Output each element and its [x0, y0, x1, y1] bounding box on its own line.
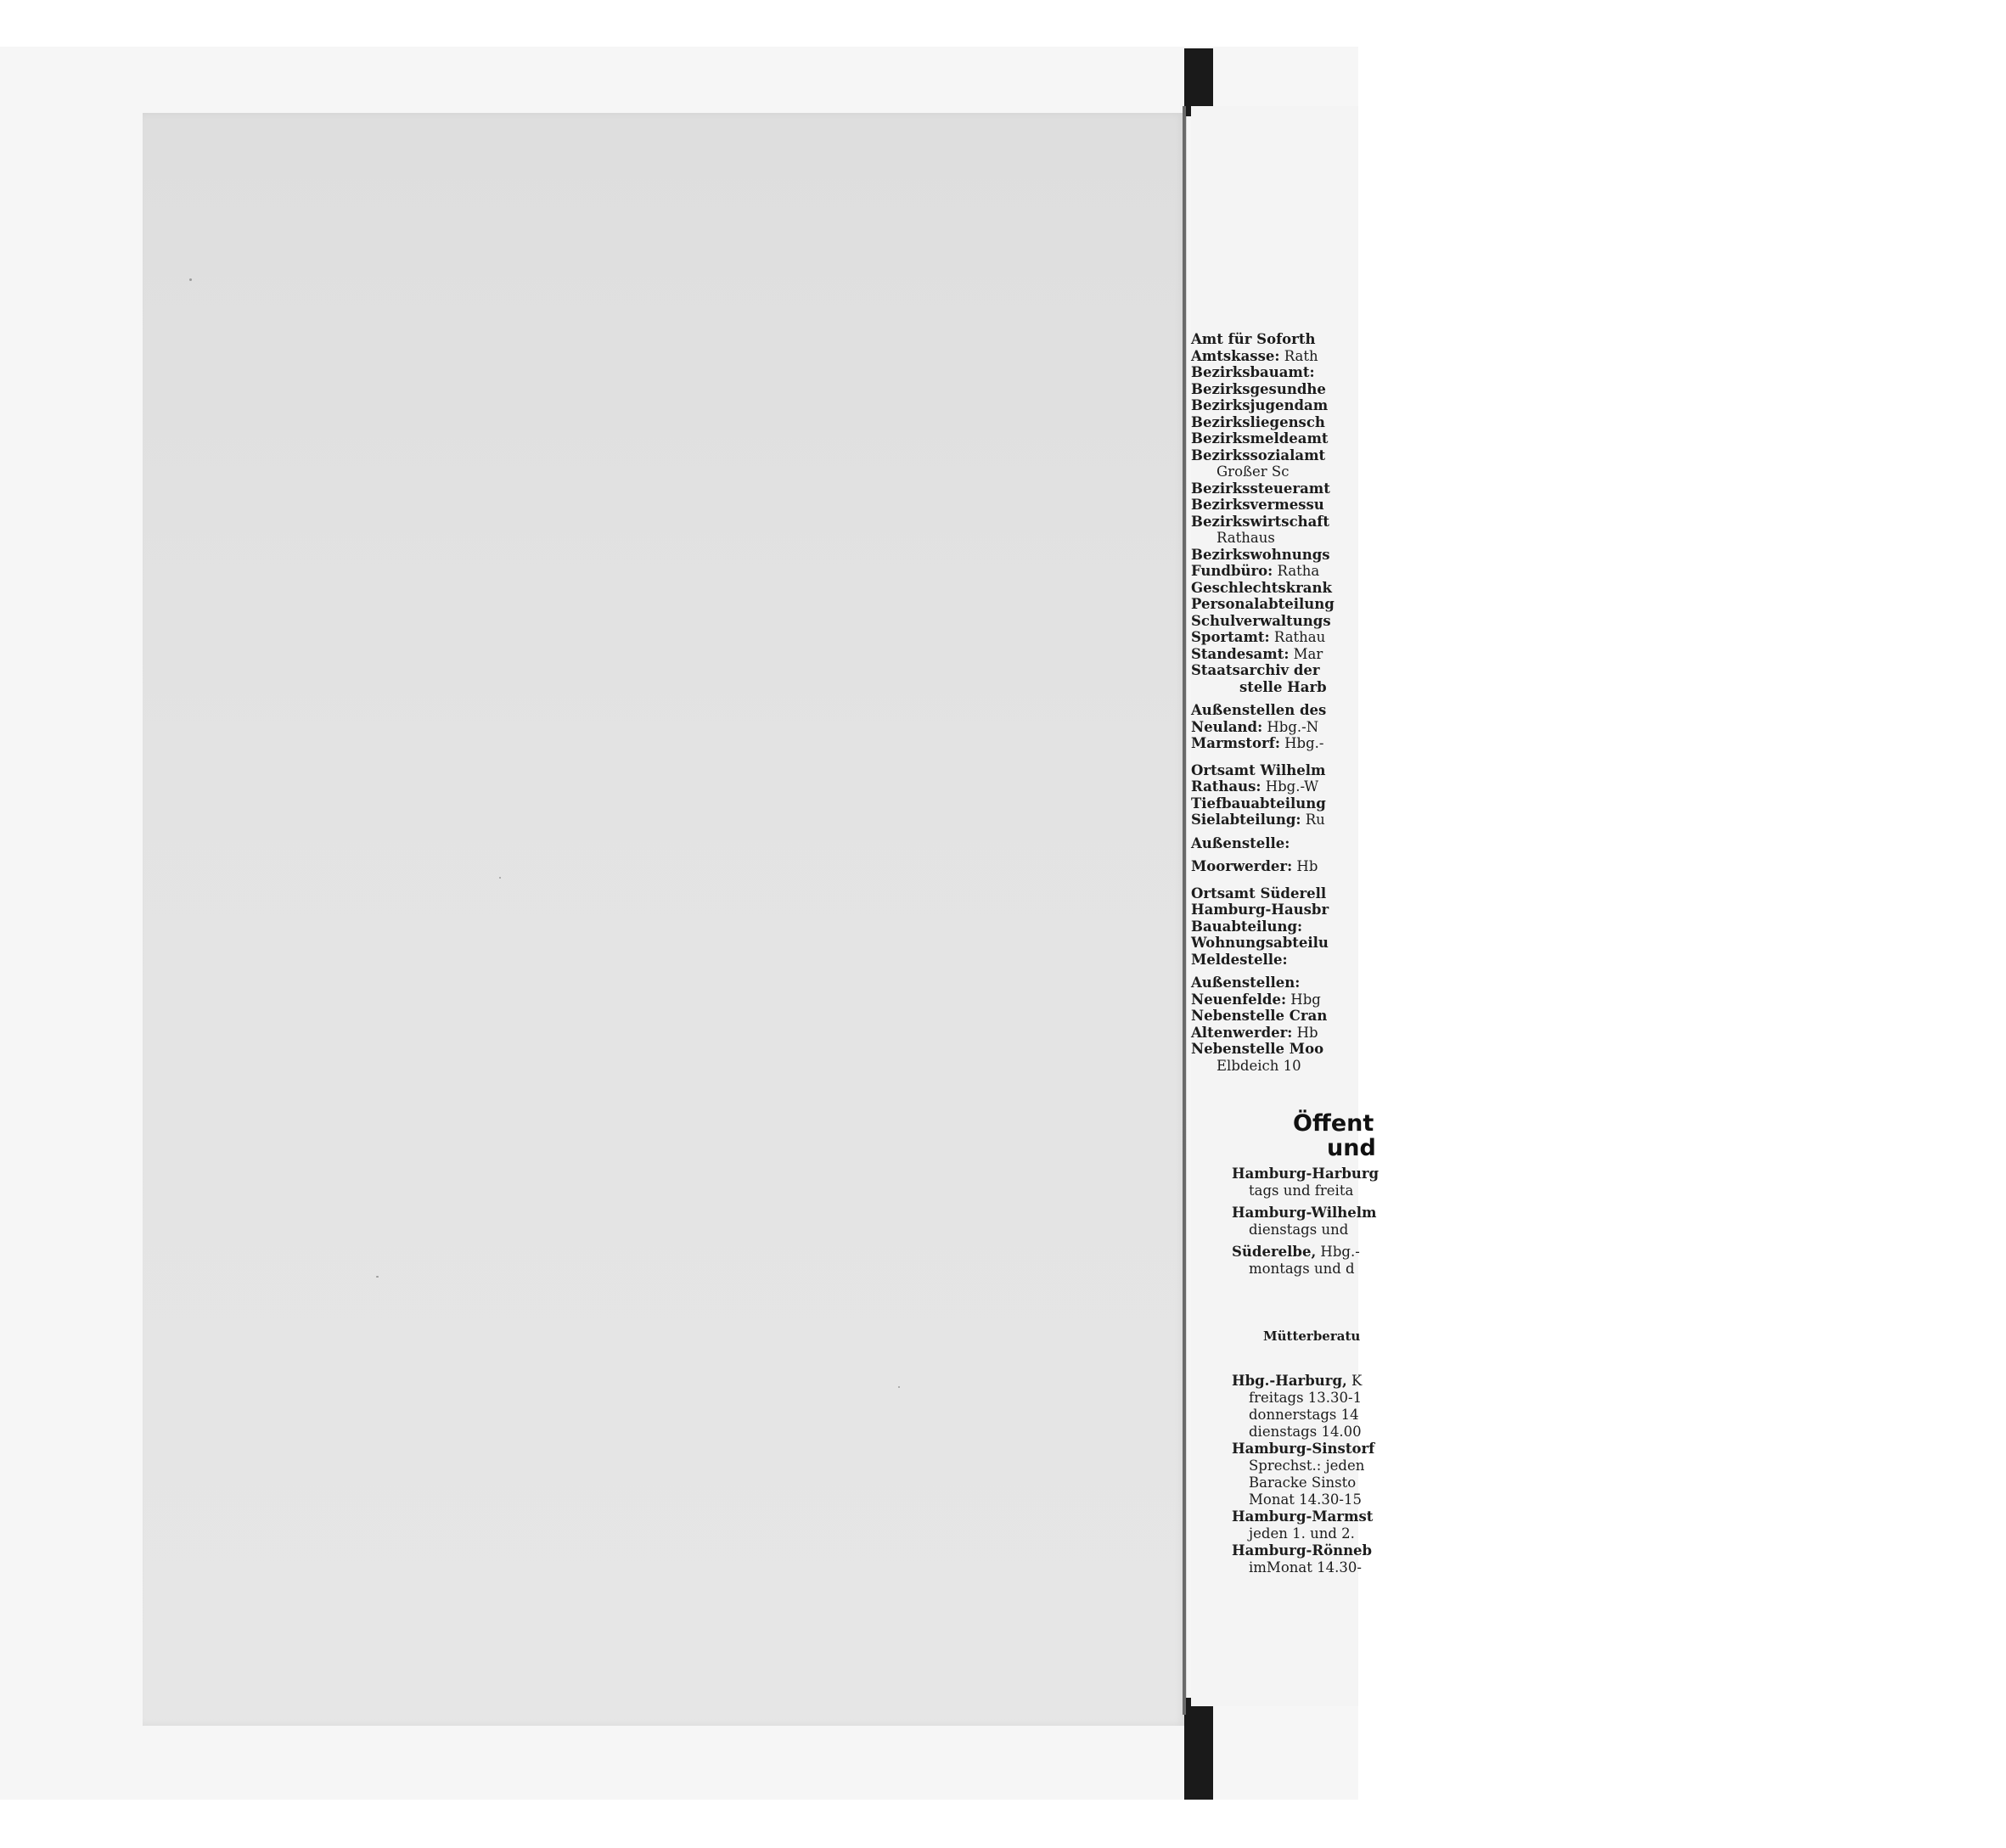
entry-text: Baracke Sinsto [1249, 1474, 1357, 1491]
directory-entry [1191, 902, 1870, 918]
entry-text: imMonat 14.30- [1249, 1559, 1362, 1576]
entry-text: Ratha [1273, 563, 1320, 579]
directory-entry [1232, 1182, 1911, 1199]
directory-entry [1191, 1041, 1870, 1058]
entry-label: Rathaus: [1191, 778, 1261, 795]
entry-text: Rathaus [1217, 530, 1275, 546]
entry-label: Bezirkswohnungs [1191, 546, 1330, 563]
directory-entry [1191, 975, 1870, 991]
directory-entry [1191, 381, 1870, 398]
entry-text: K [1346, 1373, 1363, 1389]
paper-speck [376, 1276, 379, 1278]
directory-entry [1191, 514, 1870, 531]
directory-entry [1191, 795, 1870, 812]
directory-entry [1232, 1205, 1911, 1222]
directory-entry [1232, 1542, 1911, 1559]
directory-entry [1232, 1390, 1911, 1407]
directory-entry [1191, 991, 1870, 1008]
directory-entry [1191, 447, 1870, 464]
entry-label: Schulverwaltungs [1191, 612, 1331, 629]
entry-label: Hamburg-Rönneb [1232, 1542, 1373, 1559]
entry-label: Bezirkswirtschaft [1191, 513, 1330, 530]
directory-entry [1191, 563, 1870, 580]
directory-entry [1191, 1008, 1870, 1025]
directory-entry [1191, 679, 1870, 696]
entry-text: Rathau [1269, 629, 1326, 645]
entry-text: tags und freita [1249, 1182, 1354, 1199]
directory-entry [1191, 596, 1870, 613]
entry-label: Marmstorf: [1191, 735, 1280, 751]
directory-entry [1191, 952, 1870, 969]
entry-label: Tiefbauabteilung [1191, 795, 1326, 812]
section-heading: Öffent [1293, 1110, 1374, 1137]
right-page [1191, 106, 1379, 1706]
entry-label: Ortsamt Süderell [1191, 885, 1327, 902]
directory-entry [1191, 762, 1870, 779]
directory-entry [1232, 1458, 1911, 1474]
entry-label: Nebenstelle Moo [1191, 1041, 1324, 1057]
entry-label: stelle Harb [1239, 678, 1327, 695]
directory-entry [1191, 497, 1870, 514]
counseling-list [1232, 1373, 1911, 1576]
entry-label: Geschlechtskrank [1191, 579, 1332, 596]
entry-text: dienstags und [1249, 1222, 1349, 1238]
entry-label: Hamburg-Sinstorf [1232, 1441, 1375, 1457]
directory-entry [1232, 1261, 1911, 1278]
entry-label: Sportamt: [1191, 629, 1270, 645]
entry-label: Nebenstelle Cran [1191, 1008, 1328, 1024]
entry-label: Wohnungsabteilu [1191, 935, 1329, 951]
entry-label: Standesamt: [1191, 645, 1290, 662]
directory-entry [1191, 480, 1870, 497]
entry-text: Hbg [1286, 991, 1321, 1008]
entry-label: Bezirksjugendam [1191, 397, 1329, 413]
directory-entry [1232, 1559, 1911, 1576]
entry-label: Altenwerder: [1191, 1024, 1293, 1041]
entry-label: Bezirkssozialamt [1191, 447, 1326, 463]
directory-entry [1232, 1166, 1911, 1182]
entry-text: Hbg.- [1279, 735, 1324, 751]
entry-label: Hamburg-Harburg [1232, 1166, 1379, 1182]
entry-text: jeden 1. und 2. [1249, 1525, 1355, 1542]
directory-entry [1191, 547, 1870, 564]
directory-entry [1191, 613, 1870, 630]
directory-entry [1191, 646, 1870, 663]
directory-entry [1232, 1373, 1911, 1390]
entry-label: Hbg.-Harburg, [1232, 1373, 1347, 1389]
directory-entry [1191, 778, 1870, 795]
directory-entry [1191, 735, 1870, 752]
entry-label: Bezirksbauamt: [1191, 364, 1315, 380]
binding-strip-bottom [1184, 1698, 1213, 1800]
entry-label: Staatsarchiv der [1191, 662, 1320, 678]
paper-speck [898, 1386, 900, 1388]
entry-label: Moorwerder: [1191, 858, 1293, 874]
entry-text: Sprechst.: jeden [1249, 1458, 1365, 1474]
entry-label: Außenstellen des [1191, 702, 1327, 718]
directory-entry [1191, 629, 1870, 646]
directory-entry [1191, 858, 1870, 875]
entry-label: Sielabteilung: [1191, 812, 1301, 828]
directory-entry [1191, 397, 1870, 414]
entry-label: Bezirksvermessu [1191, 497, 1324, 513]
entry-text: Monat 14.30-15 [1249, 1491, 1362, 1508]
entry-label: Bauabteilung: [1191, 918, 1303, 935]
directory-entry [1191, 935, 1870, 952]
entry-text: Hbg.-W [1261, 778, 1319, 795]
entry-text: Elbdeich 10 [1217, 1057, 1301, 1074]
paper-speck [499, 877, 501, 879]
paper-speck [189, 278, 192, 281]
entry-label: Amt für Soforth [1191, 331, 1316, 347]
entry-text: Hbg.-N [1262, 718, 1319, 735]
entry-text: freitags 13.30-1 [1249, 1390, 1363, 1406]
entry-text: Großer Sc [1217, 463, 1290, 480]
entry-text: dienstags 14.00 [1249, 1424, 1362, 1440]
directory-entry [1191, 348, 1870, 365]
directory-entry [1232, 1491, 1911, 1508]
directory-entry [1232, 1474, 1911, 1491]
entry-text: Rath [1279, 347, 1318, 364]
directory-entry [1191, 702, 1870, 719]
entry-text: Hb [1292, 1024, 1318, 1041]
directory-entry [1191, 918, 1870, 935]
entry-text: Hb [1292, 858, 1318, 874]
directory-entry [1191, 530, 1870, 547]
entry-label: Bezirksmeldeamt [1191, 430, 1329, 447]
entry-text: Hbg.- [1316, 1244, 1360, 1260]
directory-entry [1232, 1244, 1911, 1261]
section-subheading: und [1327, 1135, 1376, 1161]
directory-entry [1191, 719, 1870, 736]
office-directory-list [1191, 331, 1870, 1074]
directory-entry [1232, 1222, 1911, 1239]
directory-entry [1191, 364, 1870, 381]
entry-label: Neuland: [1191, 718, 1263, 735]
directory-entry [1191, 812, 1870, 829]
entry-label: Hamburg-Wilhelm [1232, 1205, 1377, 1221]
directory-entry [1191, 1058, 1870, 1075]
directory-entry [1232, 1424, 1911, 1441]
entry-label: Bezirksliegensch [1191, 413, 1325, 430]
directory-entry [1191, 414, 1870, 431]
directory-entry [1191, 1025, 1870, 1042]
entry-label: Personalabteilung [1191, 596, 1335, 612]
directory-entry [1191, 885, 1870, 902]
directory-entry [1191, 463, 1870, 480]
directory-entry [1191, 580, 1870, 597]
entry-label: Amtskasse: [1191, 347, 1280, 364]
entry-text: Ru [1301, 812, 1325, 828]
entry-text: Mar [1289, 645, 1323, 662]
library-hours-list [1232, 1166, 1911, 1278]
entry-label: Ortsamt Wilhelm [1191, 761, 1326, 778]
entry-label: Bezirkssteueramt [1191, 480, 1330, 497]
entry-label: Außenstelle: [1191, 834, 1290, 851]
entry-label: Hamburg-Marmst [1232, 1508, 1374, 1525]
directory-entry [1232, 1525, 1911, 1542]
entry-label: Süderelbe, [1232, 1244, 1317, 1260]
entry-label: Hamburg-Hausbr [1191, 902, 1329, 918]
directory-entry [1232, 1407, 1911, 1424]
entry-label: Neuenfelde: [1191, 991, 1287, 1008]
entry-label: Fundbüro: [1191, 563, 1273, 579]
counseling-heading: Mütterberatu [1263, 1328, 1361, 1344]
directory-entry [1191, 835, 1870, 852]
entry-text: donnerstags 14 [1249, 1407, 1359, 1423]
blank-left-page [143, 113, 1187, 1726]
directory-entry [1232, 1441, 1911, 1458]
entry-text: montags und d [1249, 1261, 1355, 1277]
directory-entry [1191, 331, 1870, 348]
entry-label: Bezirksgesundhe [1191, 380, 1326, 397]
directory-entry [1191, 662, 1870, 679]
directory-entry [1232, 1508, 1911, 1525]
directory-entry [1191, 430, 1870, 447]
entry-label: Außenstellen: [1191, 975, 1301, 991]
book-spine [1183, 106, 1186, 1715]
entry-label: Meldestelle: [1191, 951, 1288, 968]
